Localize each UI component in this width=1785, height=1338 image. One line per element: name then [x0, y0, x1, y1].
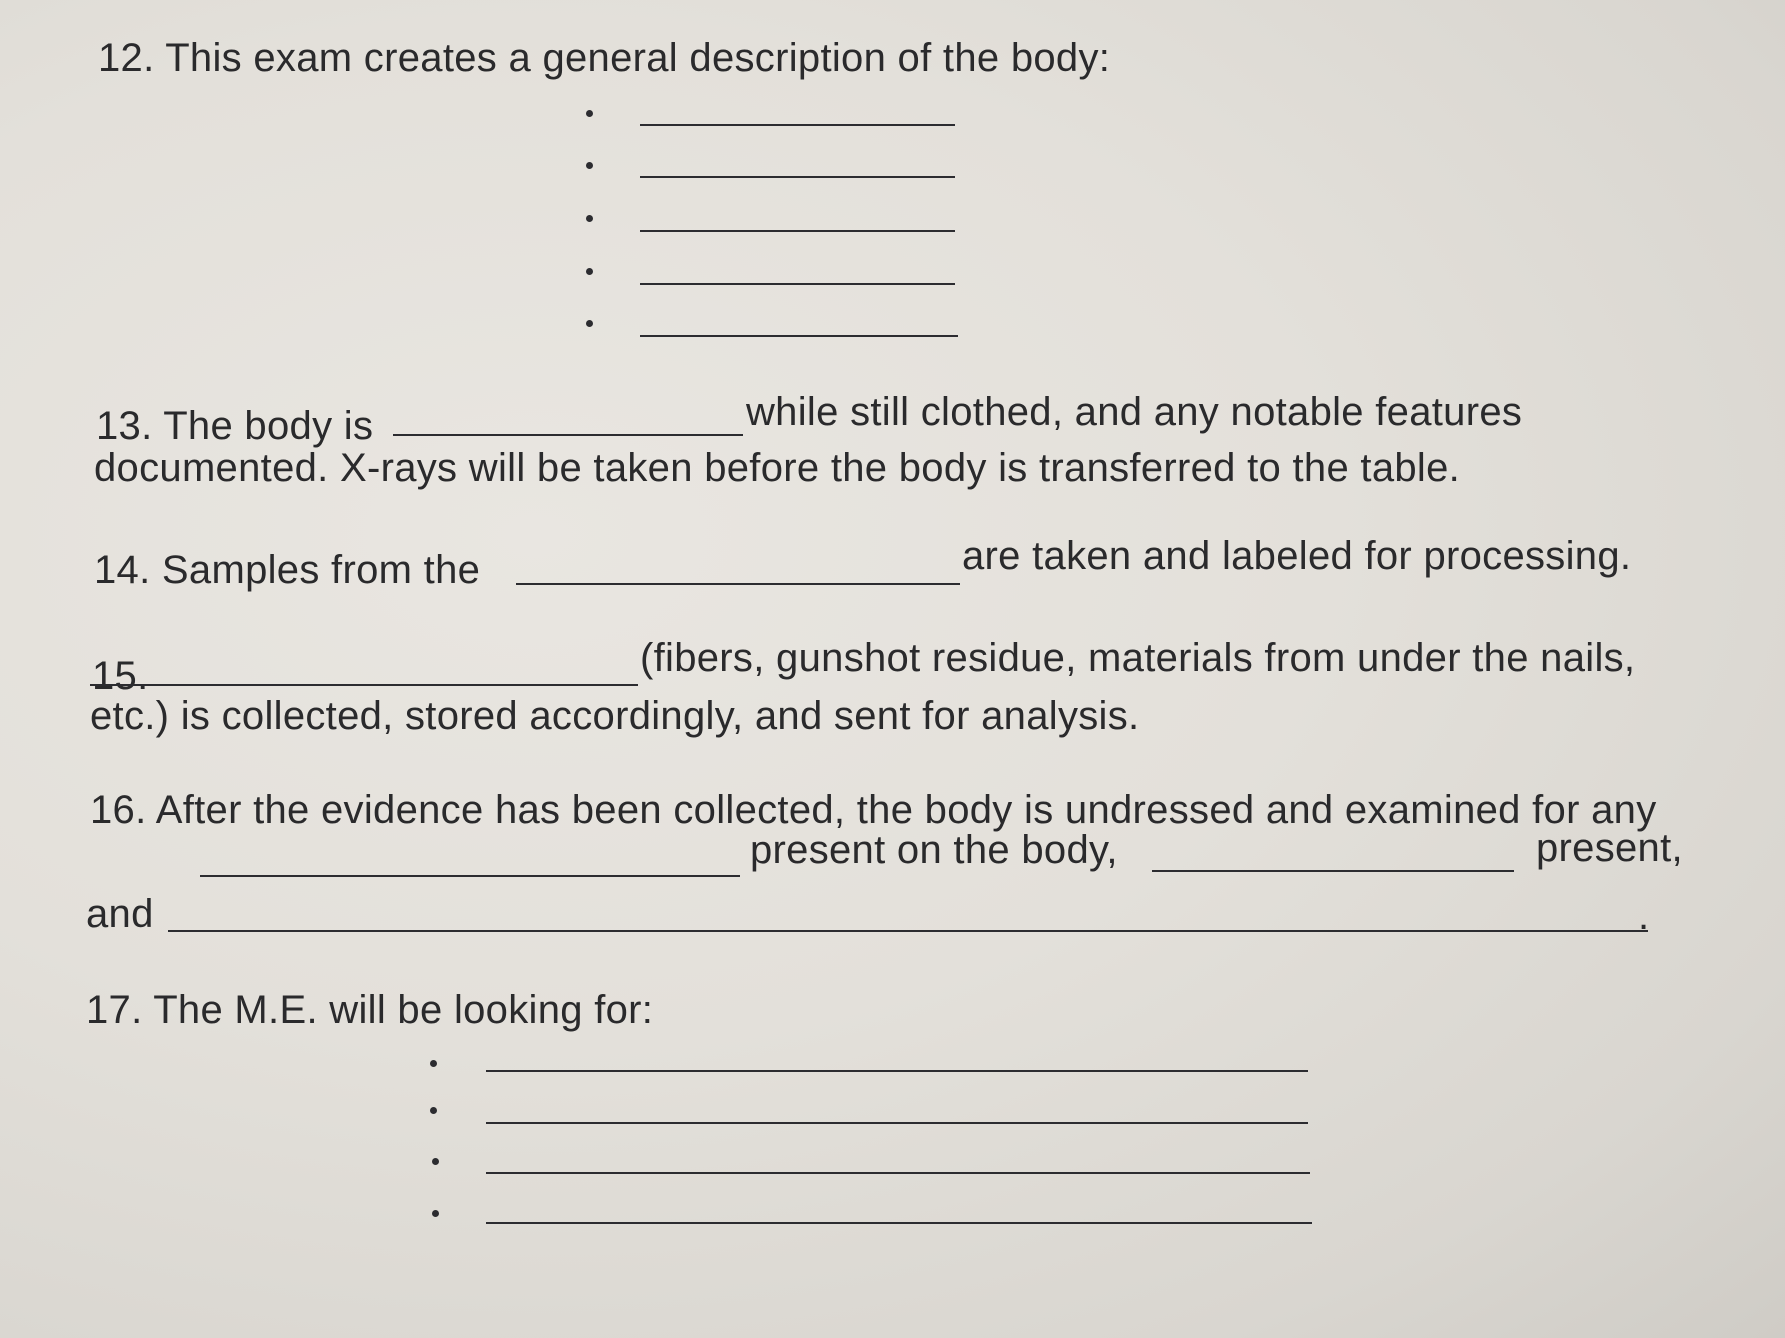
bullet-icon: [430, 1060, 437, 1067]
q15-text-after: (fibers, gunshot residue, materials from under the nails,: [640, 636, 1636, 680]
bullet-icon: [432, 1158, 439, 1165]
bullet-icon: [586, 162, 593, 169]
q14-text-after: are taken and labeled for processing.: [962, 534, 1632, 578]
q16-period: .: [1638, 894, 1650, 938]
answer-blank[interactable]: [486, 1122, 1308, 1124]
q16-answer-blank-1[interactable]: [200, 875, 740, 877]
q13-line2: documented. X-rays will be taken before the body is transferred to the table.: [94, 446, 1461, 490]
bullet-icon: [586, 268, 593, 275]
bullet-icon: [586, 215, 593, 222]
bullet-icon: [432, 1210, 439, 1217]
q13-text-before: 13. The body is: [96, 404, 374, 448]
q14-text-before: 14. Samples from the: [94, 548, 481, 592]
q17-label: 17. The M.E. will be looking for:: [86, 988, 654, 1032]
answer-blank[interactable]: [640, 283, 955, 285]
q16-mid-text: present on the body,: [750, 828, 1118, 872]
q16-end-text: present,: [1536, 826, 1683, 870]
q16-and-text: and: [86, 892, 154, 936]
q16-answer-blank-2[interactable]: [1152, 870, 1514, 872]
q16-answer-blank-3[interactable]: [168, 930, 1648, 932]
answer-blank[interactable]: [486, 1222, 1312, 1224]
answer-blank[interactable]: [640, 124, 955, 126]
q13-answer-blank[interactable]: [393, 434, 743, 436]
q14-answer-blank[interactable]: [516, 583, 960, 585]
bullet-icon: [586, 320, 593, 327]
answer-blank[interactable]: [486, 1070, 1308, 1072]
answer-blank[interactable]: [640, 335, 958, 337]
q13-text-after: while still clothed, and any notable features: [746, 390, 1523, 434]
answer-blank[interactable]: [640, 230, 955, 232]
answer-blank[interactable]: [486, 1172, 1310, 1174]
q15-number: 15.: [92, 654, 149, 698]
bullet-icon: [586, 110, 593, 117]
q15-answer-blank[interactable]: [90, 684, 638, 686]
q16-line1: 16. After the evidence has been collected, the body is undressed and examined for any: [90, 788, 1657, 832]
q12-label: 12. This exam creates a general description of the body:: [98, 36, 1111, 80]
answer-blank[interactable]: [640, 176, 955, 178]
q15-line2: etc.) is collected, stored accordingly, and sent for analysis.: [90, 694, 1140, 738]
bullet-icon: [430, 1107, 437, 1114]
